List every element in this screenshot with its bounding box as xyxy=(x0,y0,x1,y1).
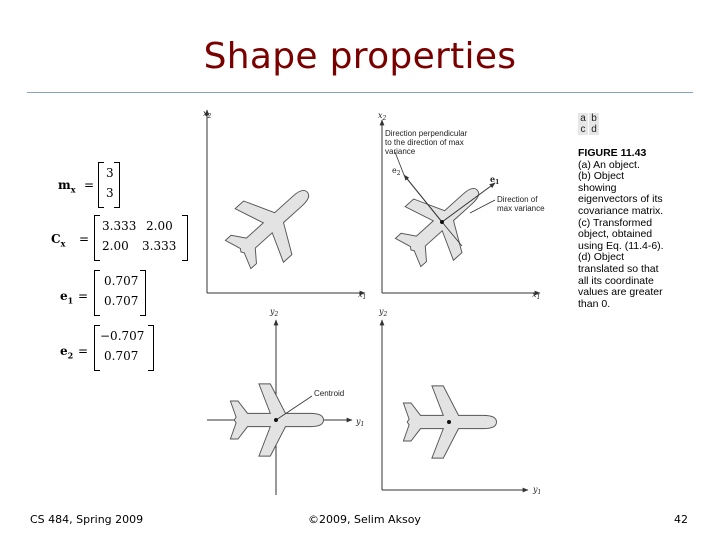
footer-copyright: ©2009, Selim Aksoy xyxy=(308,513,421,526)
caption-line: all its coordinate xyxy=(578,274,654,287)
panel-d-y-label: $y_2$ xyxy=(379,307,388,318)
panel-key-c: c xyxy=(578,124,588,135)
e1-row-1: 0.707 xyxy=(104,274,139,288)
panel-b-e1-arrow xyxy=(442,183,495,222)
figure-panel-key xyxy=(578,113,600,135)
caption-line: translated so that xyxy=(578,262,659,275)
cx-label: C xyxy=(51,232,61,246)
figure-caption xyxy=(578,148,678,310)
cx-cell-11: 3.333 xyxy=(102,219,137,233)
footer-page-number: 42 xyxy=(674,513,688,526)
e1-row-2: 0.707 xyxy=(104,294,139,308)
annotation-max-variance-line-1: Direction of xyxy=(497,195,538,204)
caption-line: eigenvectors of its xyxy=(578,193,663,206)
e2-label: e xyxy=(60,344,68,358)
footer-course: CS 484, Spring 2009 xyxy=(30,513,144,526)
annotation-max-variance-line-2: max variance xyxy=(497,204,545,213)
mx-equals: = xyxy=(84,178,95,192)
panel-c-y-label: $y_2$ xyxy=(270,307,279,318)
panel-key-b: b xyxy=(589,113,599,124)
annotation-perpendicular-line-3: variance xyxy=(385,147,416,156)
slide-title: Shape properties xyxy=(203,36,517,77)
annotation-centroid: Centroid xyxy=(314,389,345,398)
cx-cell-22: 3.333 xyxy=(142,239,177,253)
e2-subscript: 2 xyxy=(67,350,74,361)
panel-a-airplane xyxy=(214,165,331,281)
caption-line: using Eq. (11.4-6). xyxy=(578,239,664,252)
caption-line: (a) An object. xyxy=(578,158,640,171)
panel-key-d: d xyxy=(589,124,599,135)
cx-cell-12: 2.00 xyxy=(146,219,173,233)
annotation-e2: $e_2$ xyxy=(392,166,401,177)
caption-line: (d) Object xyxy=(578,251,625,264)
annotation-perpendicular-line-1: Direction perpendicular xyxy=(385,129,468,138)
cx-equals: = xyxy=(79,232,90,246)
cx-subscript: x xyxy=(60,238,66,249)
caption-line: object, obtained xyxy=(578,228,653,241)
e1-label: e xyxy=(60,289,68,303)
e1-equals: = xyxy=(78,289,89,303)
mx-row-1: 3 xyxy=(106,166,114,180)
cx-cell-21: 2.00 xyxy=(102,239,129,253)
panel-d-centroid-dot xyxy=(447,420,451,424)
e2-row-2: 0.707 xyxy=(104,349,139,363)
caption-line: (c) Transformed xyxy=(578,216,653,229)
e1-subscript: 1 xyxy=(67,295,74,306)
panel-b-x-label: $x_1$ xyxy=(532,290,541,301)
panel-key-a: a xyxy=(578,113,588,124)
panel-d xyxy=(382,320,528,490)
e2-equals: = xyxy=(78,344,89,358)
panel-c xyxy=(207,320,352,495)
figure-caption-heading: FIGURE 11.43 xyxy=(578,147,647,159)
panel-c-x-label: $y_1$ xyxy=(356,417,365,428)
e2-row-1: −0.707 xyxy=(100,329,145,343)
caption-line: than 0. xyxy=(578,297,611,310)
panel-c-centroid-dot xyxy=(274,418,278,422)
mx-row-2: 3 xyxy=(106,186,114,200)
panel-b-y-label: $x_2$ xyxy=(378,111,387,122)
panel-b-centroid-dot xyxy=(440,220,444,224)
caption-line: covariance matrix. xyxy=(578,204,664,217)
panel-a xyxy=(207,110,365,293)
panel-d-x-label: $y_1$ xyxy=(533,485,542,496)
mx-subscript: x xyxy=(70,184,76,195)
panel-a-x-label: $x_1$ xyxy=(358,290,367,301)
mx-label: m xyxy=(58,178,71,192)
panel-a-y-label: $x_2$ xyxy=(203,109,212,120)
caption-line: values are greater xyxy=(578,286,663,299)
caption-line: showing xyxy=(578,181,617,194)
caption-line: (b) Object xyxy=(578,170,625,183)
annotation-e1: $e_1$ xyxy=(490,174,500,186)
annotation-perpendicular-line-2: to the direction of max xyxy=(385,138,464,147)
